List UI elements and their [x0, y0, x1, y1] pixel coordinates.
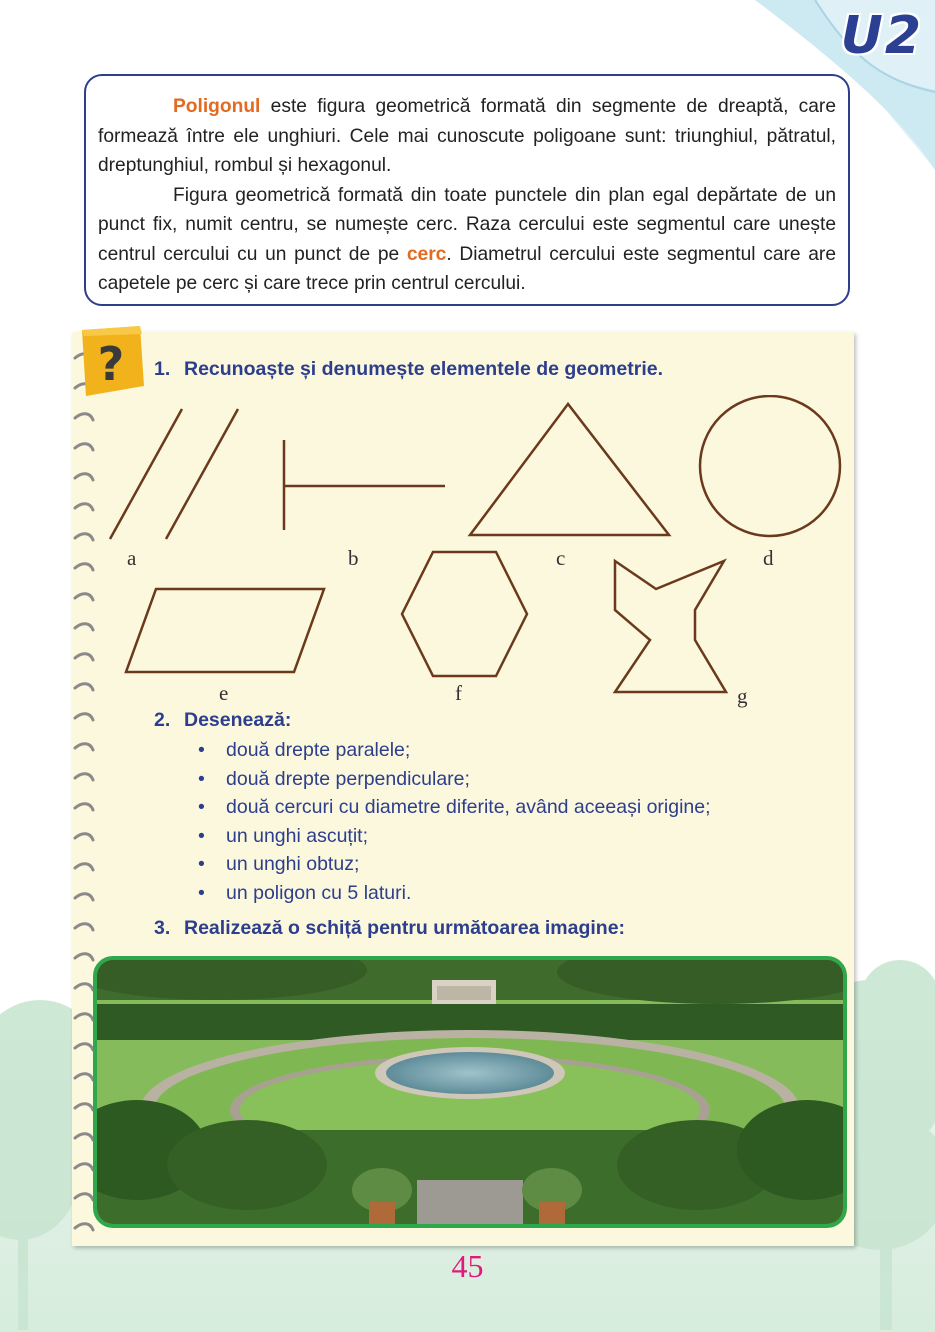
garden-photo — [93, 956, 847, 1228]
spiral-ring — [75, 504, 93, 510]
spiral-ring — [75, 1044, 93, 1050]
spiral-ring — [75, 654, 93, 660]
task-1-text: Recunoaște și denumește elementele de geometrie. — [184, 358, 664, 380]
draw-item-text: două cercuri cu diametre diferite, având aceeași origine; — [226, 796, 711, 819]
spiral-ring — [75, 924, 93, 930]
bullet-icon: • — [198, 824, 205, 847]
label-e: e — [219, 681, 229, 705]
parallelogram — [126, 589, 324, 672]
spiral-ring — [75, 744, 93, 750]
label-g: g — [737, 684, 748, 708]
spiral-ring — [75, 894, 93, 900]
circle-definition — [98, 181, 836, 299]
task-2 — [154, 709, 291, 732]
spiral-ring — [75, 474, 93, 480]
task-2-number: 2. — [154, 709, 171, 731]
label-a: a — [127, 546, 137, 570]
label-c: c — [556, 546, 566, 570]
page-number: 45 — [451, 1248, 484, 1284]
draw-item-text: un unghi ascuțit; — [226, 824, 369, 847]
task-1 — [154, 358, 663, 381]
circle-term: cerc — [406, 243, 447, 265]
circle-definition-text-2: . Diametrul cercului este segmentul care are capetele pe cerc și care trece prin centrul cercului. — [98, 243, 836, 294]
draw-item-text: un unghi obtuz; — [226, 853, 360, 876]
draw-item — [196, 879, 711, 908]
spiral-ring — [75, 864, 93, 870]
spiral-ring — [75, 834, 93, 840]
spiral-ring — [75, 1194, 93, 1200]
task-3-text: Realizează o schiță pentru următoarea imagine: — [184, 917, 626, 939]
polygon-definition-text: este figura geometrică formată din segmente de dreaptă, care formează între ele unghiuri. Cele mai cunoscute poligoane sunt: triunghiul, pătratul, dreptunghiul, rombul și hexagonul. — [98, 96, 836, 176]
garden-illustration — [97, 960, 843, 1224]
label-b: b — [348, 546, 359, 570]
task-3-number: 3. — [154, 917, 171, 939]
bullet-icon: • — [198, 767, 205, 790]
spiral-ring — [75, 414, 93, 420]
draw-list — [196, 736, 711, 908]
draw-item — [196, 765, 711, 794]
task-1-number: 1. — [154, 358, 171, 380]
spiral-ring — [75, 804, 93, 810]
spiral-ring — [75, 1224, 93, 1230]
parallel-line-2 — [166, 409, 238, 539]
draw-item — [196, 850, 711, 879]
bullet-icon: • — [198, 853, 205, 876]
spiral-ring — [75, 774, 93, 780]
spiral-ring — [75, 1134, 93, 1140]
spiral-ring — [75, 1164, 93, 1170]
draw-item — [196, 822, 711, 851]
draw-item — [196, 736, 711, 765]
question-symbol: ? — [97, 337, 125, 391]
circle — [700, 396, 840, 536]
draw-item-text: două drepte perpendiculare; — [226, 767, 470, 790]
draw-item-text: un poligon cu 5 laturi. — [226, 881, 412, 904]
spiral-ring — [75, 1014, 93, 1020]
polygon-definition — [98, 92, 836, 181]
spiral-ring — [75, 564, 93, 570]
bullet-icon: • — [198, 881, 205, 904]
label-f: f — [455, 681, 462, 705]
geometry-shapes — [96, 395, 856, 715]
triangle — [470, 404, 669, 535]
spiral-ring — [75, 684, 93, 690]
draw-item — [196, 793, 711, 822]
definition-box — [84, 74, 850, 306]
circle-definition-text-1: Figura geometrică formată din toate punctele din plan egal depărtate de un punct fix, numit centru, se numește cerc. Raza cercului este segmentul care unește centrul cercului cu un punct de pe — [98, 184, 836, 265]
spiral-ring — [75, 534, 93, 540]
hexagon — [402, 552, 527, 676]
unit-label: U2 — [840, 6, 923, 66]
bullet-icon: • — [198, 796, 205, 819]
spiral-ring — [75, 444, 93, 450]
task-2-text: Desenează: — [184, 709, 292, 731]
spiral-ring — [75, 1104, 93, 1110]
draw-item-text: două drepte paralele; — [226, 739, 411, 761]
fish-polygon — [615, 561, 726, 692]
bullet-icon: • — [198, 739, 205, 761]
spiral-ring — [75, 624, 93, 630]
label-d: d — [763, 546, 774, 570]
parallel-line-1 — [110, 409, 182, 539]
spiral-ring — [75, 714, 93, 720]
task-3 — [154, 917, 625, 940]
spiral-ring — [75, 1074, 93, 1080]
spiral-ring — [75, 984, 93, 990]
spiral-ring — [75, 594, 93, 600]
spiral-ring — [75, 954, 93, 960]
polygon-term: Poligonul — [173, 96, 261, 117]
question-icon — [78, 326, 146, 398]
